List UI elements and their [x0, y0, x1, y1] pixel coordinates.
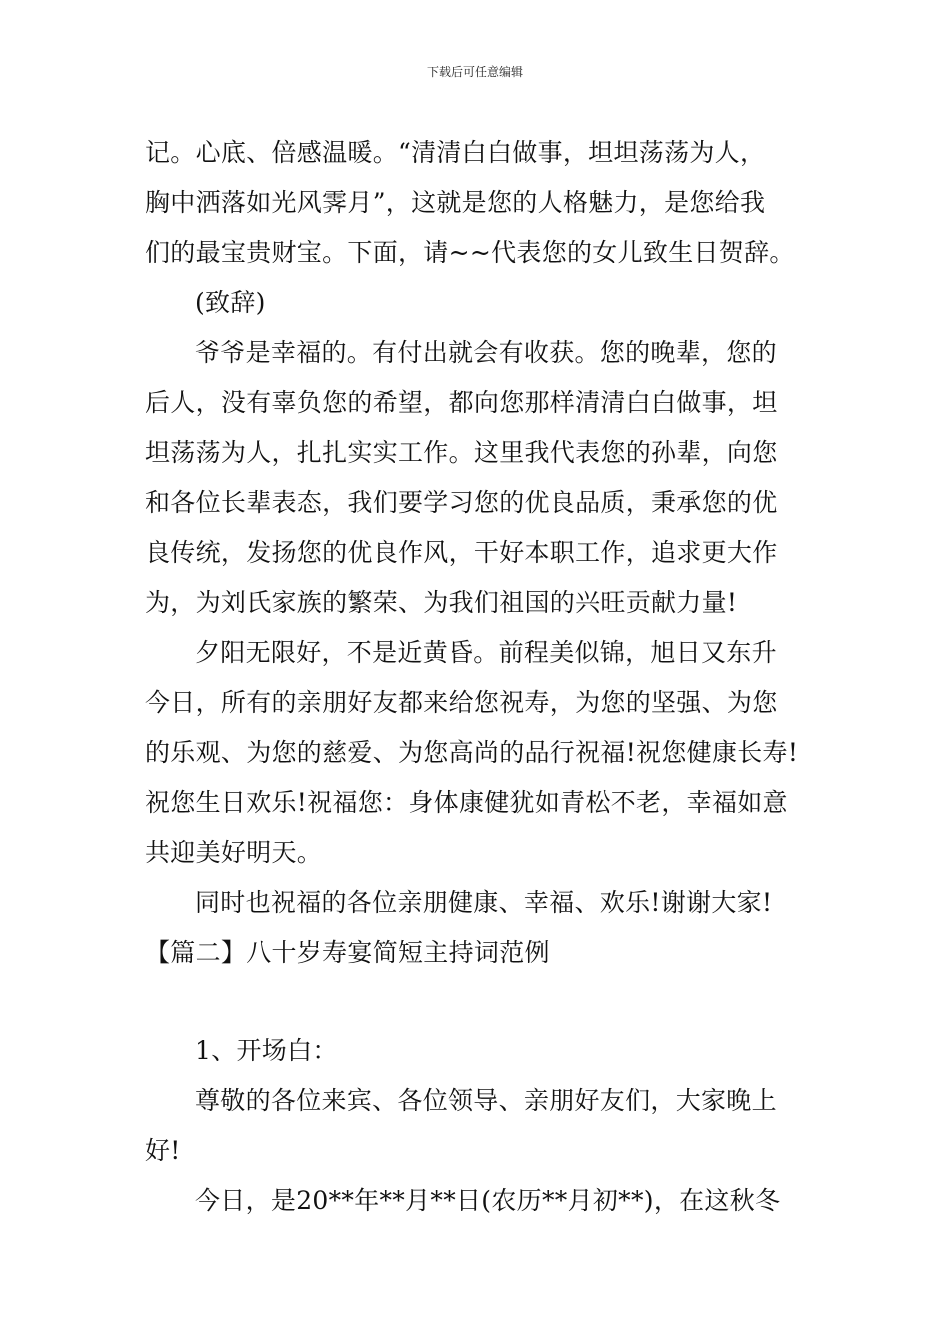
text-line: 和各位长辈表态，我们要学习您的优良品质，秉承您的优: [145, 488, 778, 517]
text-line: 【篇二】八十岁寿宴简短主持词范例: [145, 938, 550, 967]
text-line: 记。心底、倍感温暖。“清清白白做事，坦坦荡荡为人，: [145, 138, 766, 167]
text-line: 共迎美好明天。: [145, 838, 323, 867]
text-line: 尊敬的各位来宾、各位领导、亲朋好友们，大家晚上: [195, 1086, 777, 1115]
text-line: 坦荡荡为人，扎扎实实工作。这里我代表您的孙辈，向您: [145, 438, 778, 467]
text-line: 今日，是20**年**月**日(农历**月初**)，在这秋冬: [195, 1186, 781, 1215]
text-line: 祝您生日欢乐!祝福您：身体康健犹如青松不老，幸福如意: [145, 788, 788, 817]
text-line: 的乐观、为您的慈爱、为您高尚的品行祝福!祝您健康长寿!: [145, 738, 799, 767]
text-line: 胸中洒落如光风霁月”，这就是您的人格魅力，是您给我: [145, 188, 766, 217]
text-line: 1、开场白：: [195, 1036, 338, 1065]
text-line: 良传统，发扬您的优良作风，干好本职工作，追求更大作: [145, 538, 778, 567]
text-line: 爷爷是幸福的。有付出就会有收获。您的晚辈，您的: [195, 338, 777, 367]
text-line: 好!: [145, 1136, 181, 1165]
text-line: 同时也祝福的各位亲朋健康、幸福、欢乐!谢谢大家!: [195, 888, 773, 917]
text-line: 们的最宝贵财宝。下面，请~~代表您的女儿致生日贺辞。: [145, 238, 795, 267]
text-line: 今日，所有的亲朋好友都来给您祝寿，为您的坚强、为您: [145, 688, 778, 717]
text-line: 夕阳无限好，不是近黄昏。前程美似锦，旭日又东升: [195, 638, 777, 667]
blank-line: [145, 978, 810, 1026]
text-line: 后人，没有辜负您的希望，都向您那样清清白白做事，坦: [145, 388, 778, 417]
page-header: 下载后可任意编辑: [426, 65, 523, 79]
text-line: 为，为刘氏家族的繁荣、为我们祖国的兴旺贡献力量!: [145, 588, 738, 617]
document-body: [145, 128, 810, 1226]
text-line: (致辞): [195, 288, 266, 317]
